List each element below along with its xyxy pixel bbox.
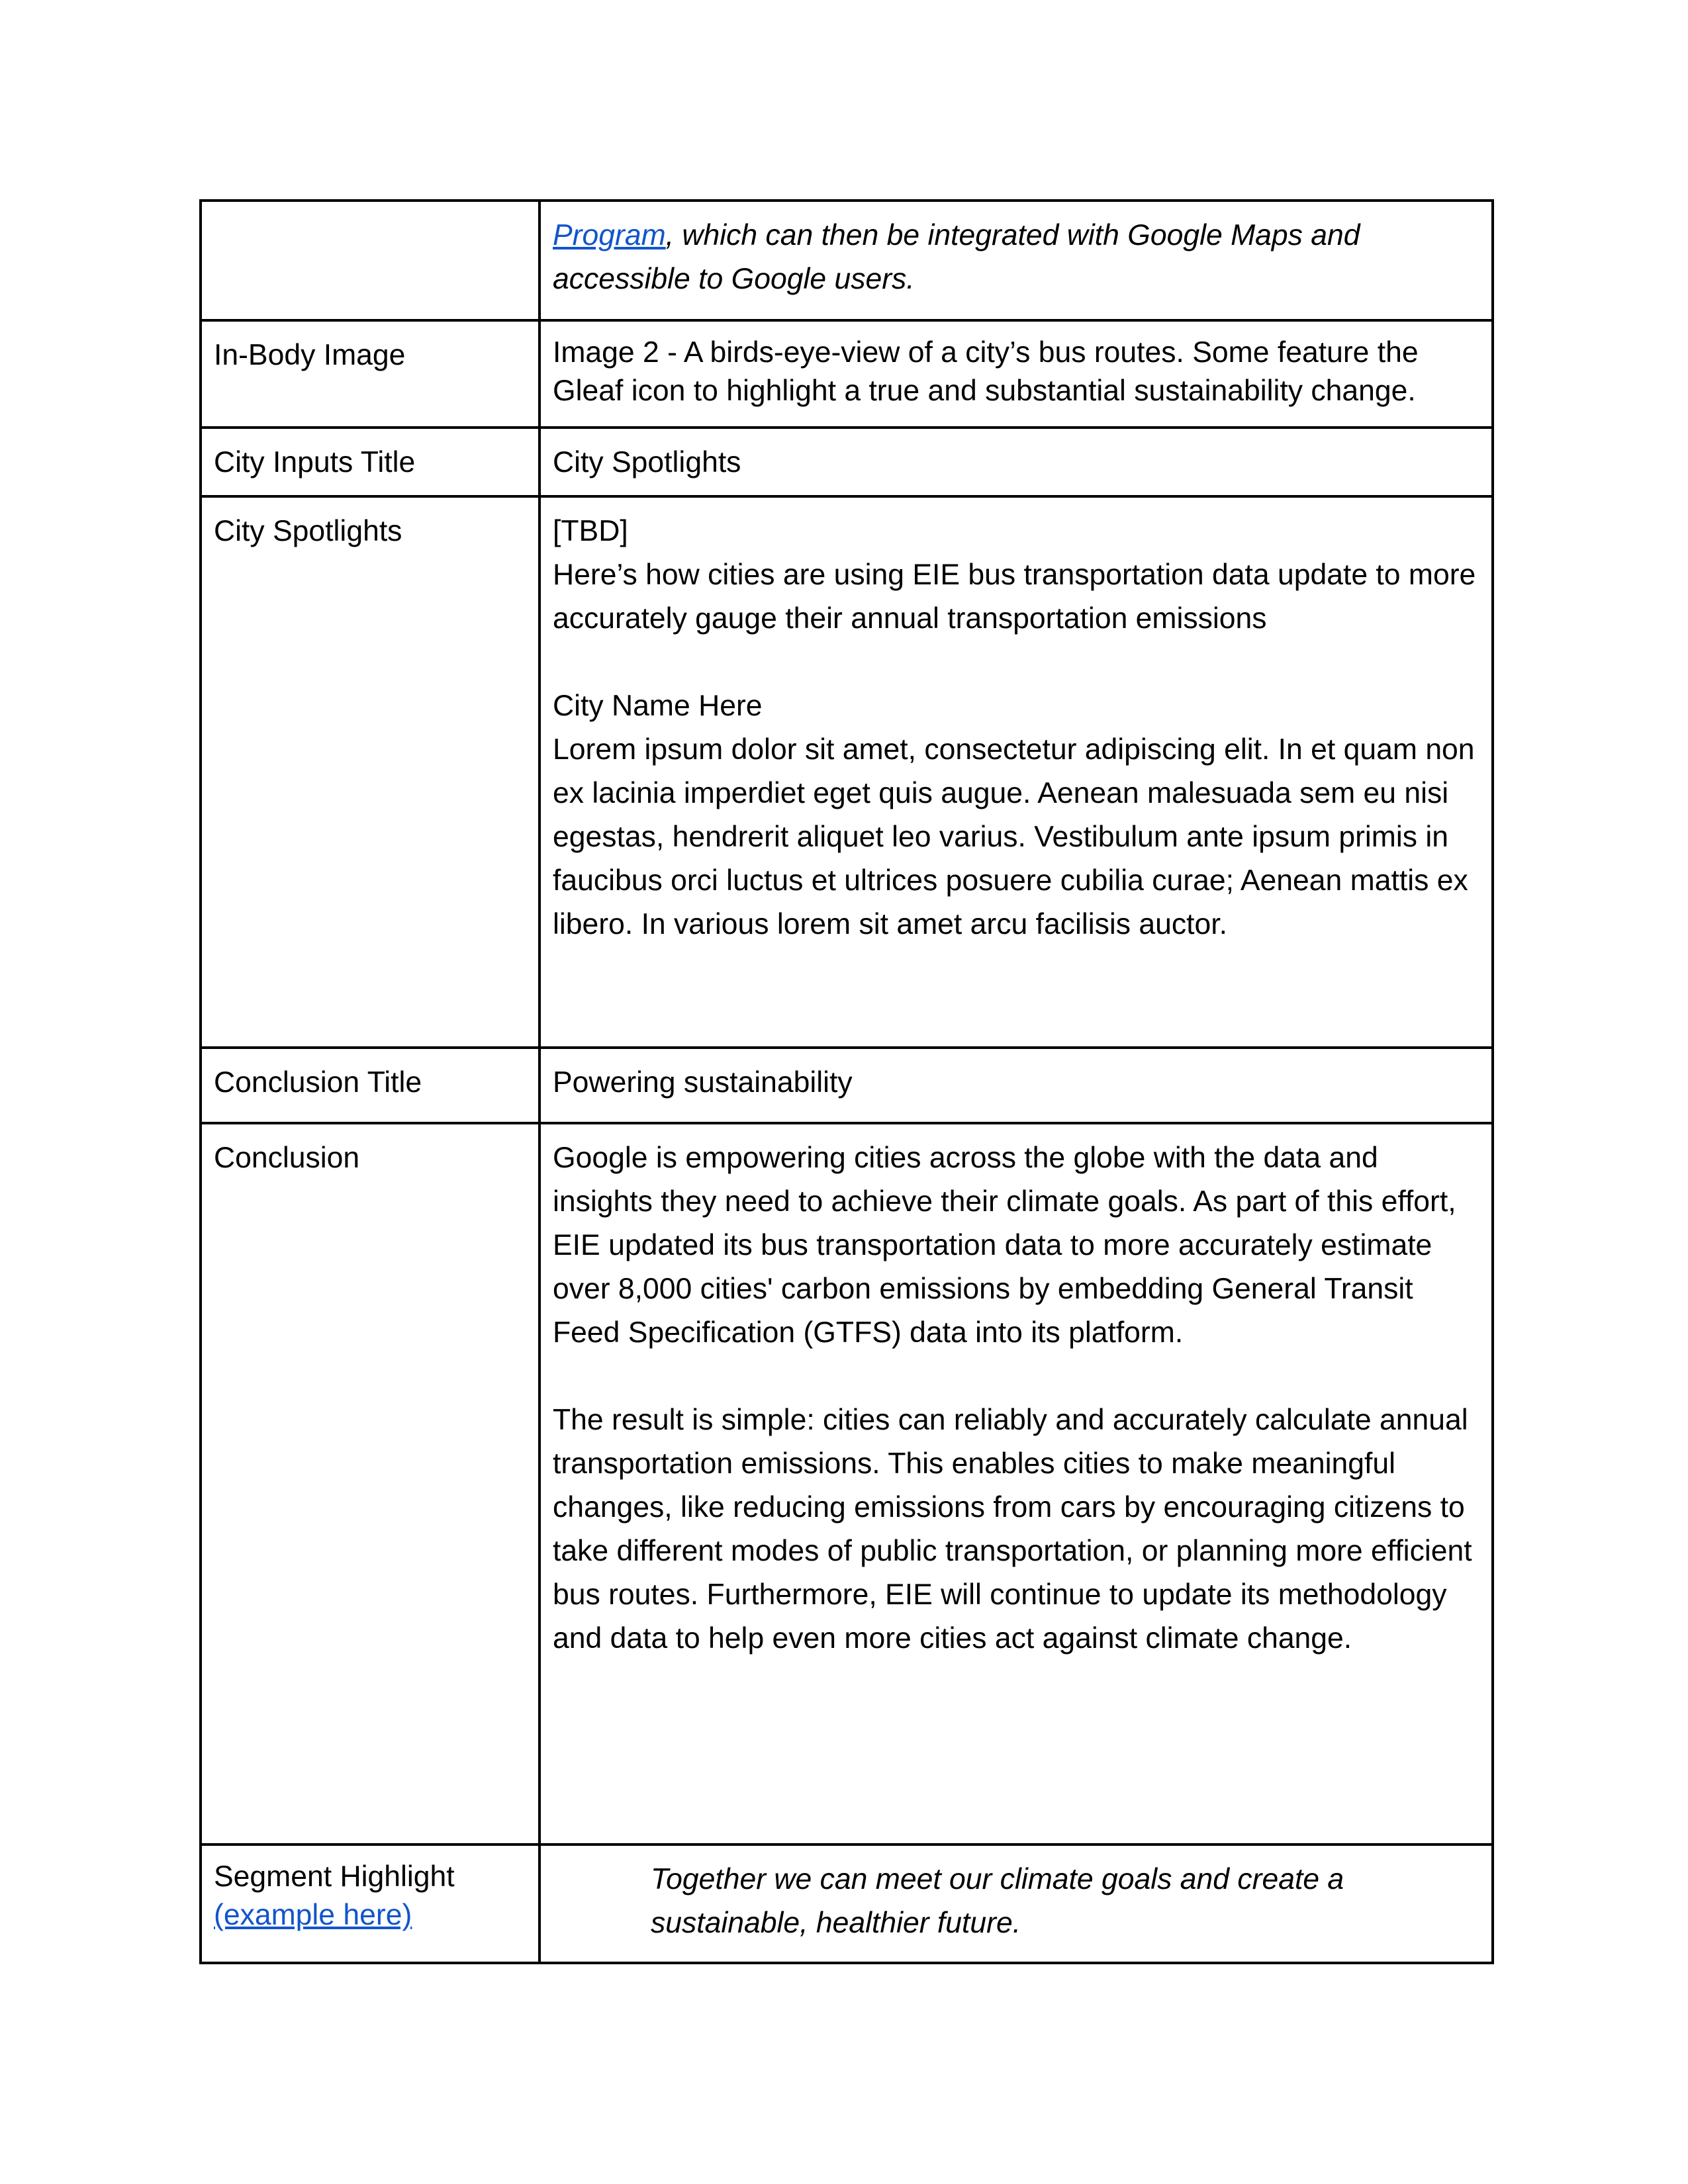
highlight-quote: Together we can meet our climate goals and create a sustainable, healthier future. [651, 1863, 1344, 1939]
content-table [199, 199, 1494, 1964]
label-cell-empty [201, 201, 539, 320]
table-row-conclusion-title [201, 1048, 1493, 1123]
table-row-city-spotlights [201, 496, 1493, 1048]
table-row-program [201, 201, 1493, 320]
value-city-inputs-title: City Spotlights [539, 428, 1493, 496]
value-city-spotlights [539, 496, 1493, 1048]
table-row-segment-highlight [201, 1844, 1493, 1963]
segment-highlight-label: Segment Highlight [214, 1860, 455, 1893]
label-city-spotlights: City Spotlights [201, 496, 539, 1048]
table-row-in-body-image [201, 320, 1493, 428]
value-conclusion-title: Powering sustainability [539, 1048, 1493, 1123]
spacer [553, 1355, 1479, 1398]
label-city-inputs-title: City Inputs Title [201, 428, 539, 496]
conclusion-paragraph-2: The result is simple: cities can reliably and accurately calculate annual transportation emissions. This enables cities to make meaningful changes, like reducing emissions from cars by encouraging citizens to take different modes of public transportation, or planning more efficient bus routes. Furthermore, EIE will continue to update its methodology and data to help even more cities act against climate change. [553, 1404, 1472, 1655]
spacer [553, 641, 1479, 684]
value-cell-program [539, 201, 1493, 320]
lorem-paragraph: Lorem ipsum dolor sit amet, consectetur adipiscing elit. In et quam non ex lacinia imperdiet eget quis augue. Aenean malesuada sem eu nisi egestas, hendrerit aliquet leo varius. Vestibulum ante ipsum primis in faucibus orci luctus et ultrices posuere cubilia curae; Aenean mattis ex libero. In various lorem sit amet arcu facilisis auctor. [553, 733, 1475, 940]
value-segment-highlight [539, 1844, 1493, 1963]
tbd-text: [TBD] [553, 515, 628, 547]
table-row-city-inputs-title [201, 428, 1493, 496]
label-conclusion: Conclusion [201, 1123, 539, 1844]
example-link[interactable]: (example here) [214, 1899, 412, 1931]
value-in-body-image: Image 2 - A birds-eye-view of a city’s bus routes. Some feature the Gleaf icon to highlight a true and substantial sustainability change. [539, 320, 1493, 428]
value-conclusion [539, 1123, 1493, 1844]
program-text: , which can then be integrated with Google Maps and accessible to Google users. [553, 219, 1360, 295]
spotlights-intro: Here’s how cities are using EIE bus transportation data update to more accurately gauge their annual transportation emissions [553, 559, 1476, 635]
label-segment-highlight [201, 1844, 539, 1963]
conclusion-paragraph-1: Google is empowering cities across the globe with the data and insights they need to achieve their climate goals. As part of this effort, EIE updated its bus transportation data to more accurately estimate over 8,000 cities' carbon emissions by embedding General Transit Feed Specification (GTFS) data into its platform. [553, 1142, 1456, 1349]
city-name: City Name Here [553, 690, 763, 722]
table-row-conclusion [201, 1123, 1493, 1844]
program-link[interactable]: Program [553, 219, 666, 251]
label-in-body-image: In-Body Image [201, 320, 539, 428]
label-conclusion-title: Conclusion Title [201, 1048, 539, 1123]
